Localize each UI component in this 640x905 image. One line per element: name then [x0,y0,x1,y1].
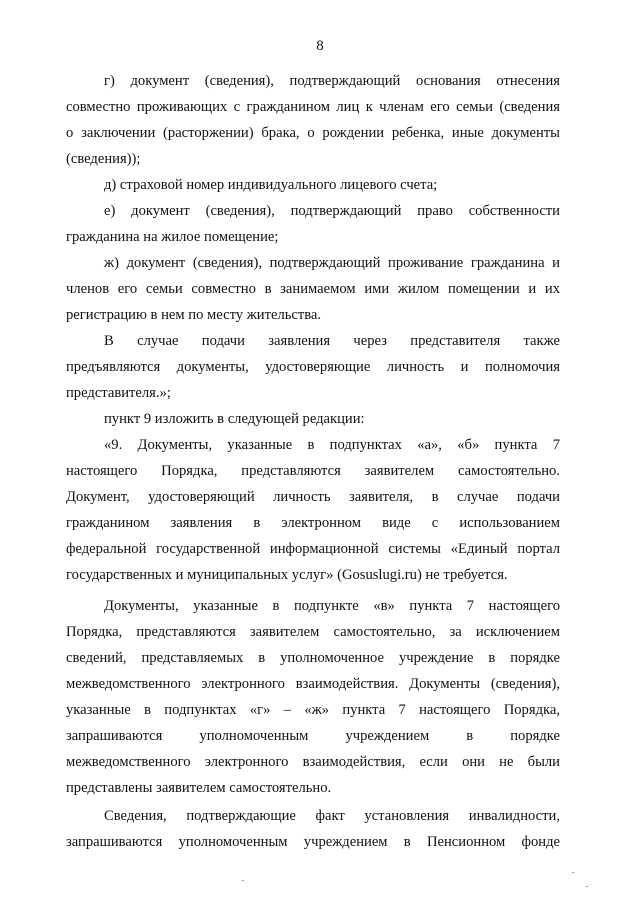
text-line: представителя.»; [66,385,171,401]
text-line: гражданином заявления в электронном виде с использованием [66,515,560,531]
text-line: предъявляются документы, удостоверяющие личность и полномочия [66,359,560,375]
text-line: сведений, представляемых в уполномоченное учреждение в порядке [66,650,560,666]
text-line: В случае подачи заявления через представителя также [104,333,560,349]
text-line: государственных и муниципальных услуг» (Gosuslugi.ru) не требуется. [66,567,508,583]
text-line: указанные в подпунктах «г» – «ж» пункта 7 настоящего Порядка, [66,702,560,718]
text-line: членов его семьи совместно в занимаемом ими жилом помещении и их [66,281,560,297]
text-line: Порядка, представляются заявителем самостоятельно, за исключением [66,624,560,640]
text-line: Сведения, подтверждающие факт установления инвалидности, [104,808,560,824]
page-number: 8 [316,38,324,54]
text-line: регистрацию в нем по месту жительства. [66,307,322,323]
text-line: пункт 9 изложить в следующей редакции: [104,411,365,427]
text-line: д) страховой номер индивидуального лицевого счета; [104,177,438,193]
text-line: о заключении (расторжении) брака, о рождении ребенка, иные документы [66,125,560,141]
text-line: е) документ (сведения), подтверждающий право собственности [104,203,560,219]
text-line: межведомственного электронного взаимодействия. Документы (сведения), [66,676,560,692]
text-line: Документы, указанные в подпункте «в» пункта 7 настоящего [104,598,560,614]
text-line: настоящего Порядка, представляются заявителем самостоятельно. [66,463,560,479]
scan-speck [572,872,574,873]
scan-speck [242,880,244,881]
text-line: совместно проживающих с гражданином лиц к членам его семьи (сведения [66,99,560,115]
text-line: запрашиваются уполномоченным учреждением в Пенсионном фонде [66,834,560,850]
text-line: (сведения)); [66,151,141,167]
text-line: ж) документ (сведения), подтверждающий проживание гражданина и [104,255,560,271]
text-line: «9. Документы, указанные в подпунктах «а», «б» пункта 7 [104,437,560,453]
text-line: федеральной государственной информационной системы «Единый портал [66,541,560,557]
text-line: представлены заявителем самостоятельно. [66,780,332,796]
text-line: межведомственного электронного взаимодействия, если они не были [66,754,560,770]
text-line: запрашиваются уполномоченным учреждением в порядке [66,728,560,744]
scan-speck [586,886,588,887]
text-line: гражданина на жилое помещение; [66,229,279,245]
text-line: Документ, удостоверяющий личность заявителя, в случае подачи [66,489,560,505]
text-line: г) документ (сведения), подтверждающий основания отнесения [104,73,560,89]
